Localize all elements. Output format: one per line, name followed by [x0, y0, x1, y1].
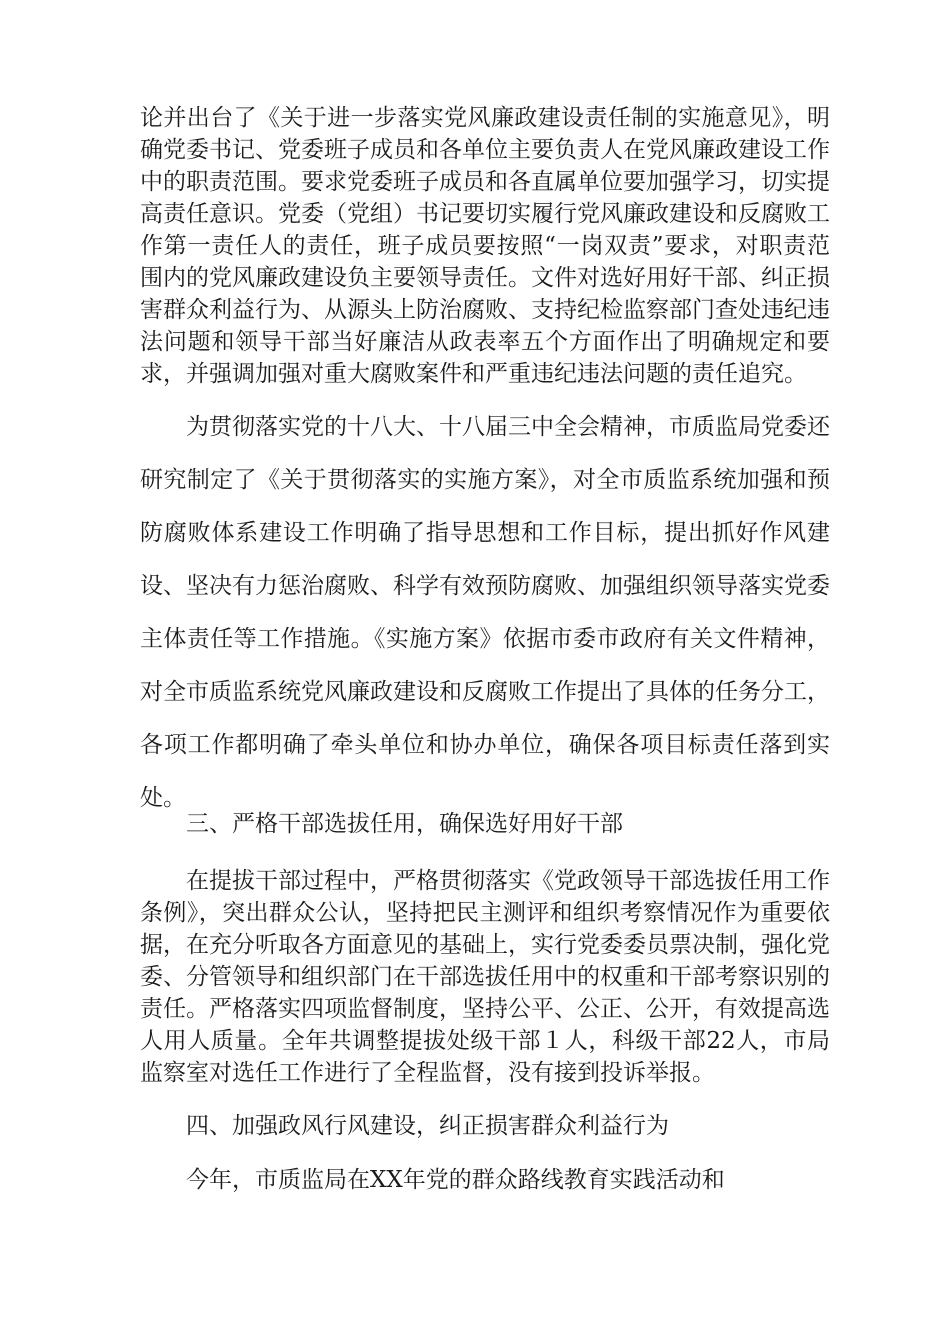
body-paragraph-responsibility-system: 论并出台了《关于进一步落实党风廉政建设责任制的实施意见》，明确党委书记、党委班子成员和各单位主要负责人在党风廉政建设工作中的职责范围。要求党委班子成员和各直属单位要加强学习，切实提高责任意识。党委（党组）书记要切实履行党风廉政建设和反腐败工作第一责任人的责任，班子成员要按照“一岗双责”要求，对职责范围内的党风廉政建设负主要领导责任。文件对选好用好干部、纠正损害群众利益行为、从源头上防治腐败、支持纪检监察部门查处违纪违法问题和领导干部当好廉洁从政表率五个方面作出了明确规定和要求，并强调加强对重大腐败案件和严重违纪违法问题的责任追究。: [140, 105, 830, 387]
body-paragraph-work-style: 今年，市质监局在XX年党的群众路线教育实践活动和: [186, 1167, 725, 1193]
body-paragraph-implementation-plan: 为贯彻落实党的十八大、十八届三中全会精神，市质监局党委还研究制定了《关于贯彻落实的实施方案》，对全市质监系统加强和预防腐败体系建设工作明确了指导思想和工作目标，提出抓好作风建设、坚决有力惩治腐败、科学有效预防腐败、加强组织领导落实党委主体责任等工作措施。《实施方案》依据市委市政府有关文件精神，对全市质监系统党风廉政建设和反腐败工作提出了具体的任务分工，各项工作都明确了牵头单位和协办单位，确保各项目标责任落到实处。: [140, 414, 830, 811]
section-heading-work-style: 四、加强政风行风建设，纠正损害群众利益行为: [186, 1113, 669, 1139]
section-heading-cadre-selection: 三、严格干部选拔任用，确保选好用好干部: [186, 811, 623, 837]
body-paragraph-cadre-selection: 在提拔干部过程中，严格贯彻落实《党政领导干部选拔任用工作条例》，突出群众公认，坚持把民主测评和组织考察情况作为重要依据，在充分听取各方面意见的基础上，实行党委委员票决制，强化党委、分管领导和组织部门在干部选拔任用中的权重和干部考察识别的责任。严格落实四项监督制度，坚持公平、公正、公开，有效提高选人用人质量。全年共调整提拔处级干部１人，科级干部22人，市局监察室对选任工作进行了全程监督，没有接到投诉举报。: [140, 868, 830, 1086]
